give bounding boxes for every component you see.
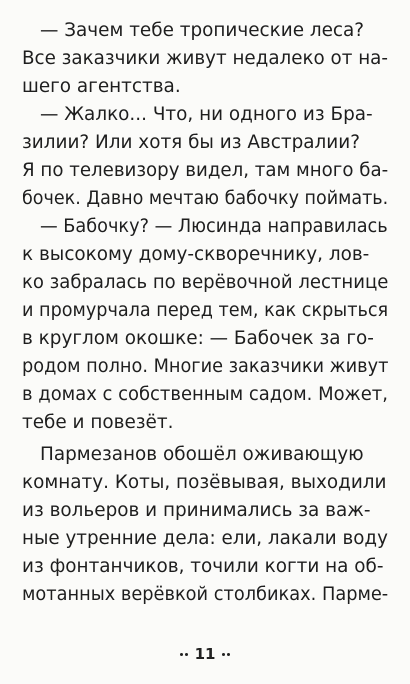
text-line: и промурчала перед тем, как скрыться [22, 300, 389, 321]
text-line: ные утренние дела: ели, лакали воду [22, 528, 388, 549]
text-line: зилии? Или хотя бы из Австралии? [22, 132, 360, 153]
text-line: в домах с собственным садом. Может, [22, 384, 388, 405]
ornament-dot [180, 653, 183, 656]
page-number-value: 11 [194, 645, 216, 663]
text-line: — Жалко... Что, ни одного из Бра- [40, 104, 373, 125]
text-line: Все заказчики живут недалеко от на- [22, 48, 388, 69]
ornament-dot [227, 653, 230, 656]
text-line: шего агентства. [22, 76, 181, 97]
text-line: — Зачем тебе тропические леса? [40, 20, 365, 41]
text-line: Пармезанов обошёл оживающую [40, 444, 364, 465]
text-line: бочек. Давно мечтаю бабочку поймать. [22, 188, 389, 209]
text-line: в круглом окошке: — Бабочек за го- [22, 328, 374, 349]
ornament-dot [222, 653, 225, 656]
text-line: Я по телевизору видел, там много ба- [22, 160, 389, 181]
text-line: мотанных верёвкой столбиках. Парме- [22, 584, 389, 605]
text-line: тебе и повезёт. [22, 412, 174, 433]
text-line: — Бабочку? — Люсинда направилась [40, 216, 388, 237]
ornament-dot [185, 653, 188, 656]
text-line: родом полно. Многие заказчики живут [22, 356, 389, 377]
text-line: ко забралась по верёвочной лестнице [22, 272, 389, 293]
text-line: из фонтанчиков, точили когти на об- [22, 556, 384, 577]
page-number [0, 645, 410, 663]
text-line: из вольеров и принимались за важ- [22, 500, 371, 521]
text-line: комнату. Коты, позёвывая, выходили [22, 472, 387, 493]
text-line: к высокому дому-скворечнику, лов- [22, 244, 370, 265]
